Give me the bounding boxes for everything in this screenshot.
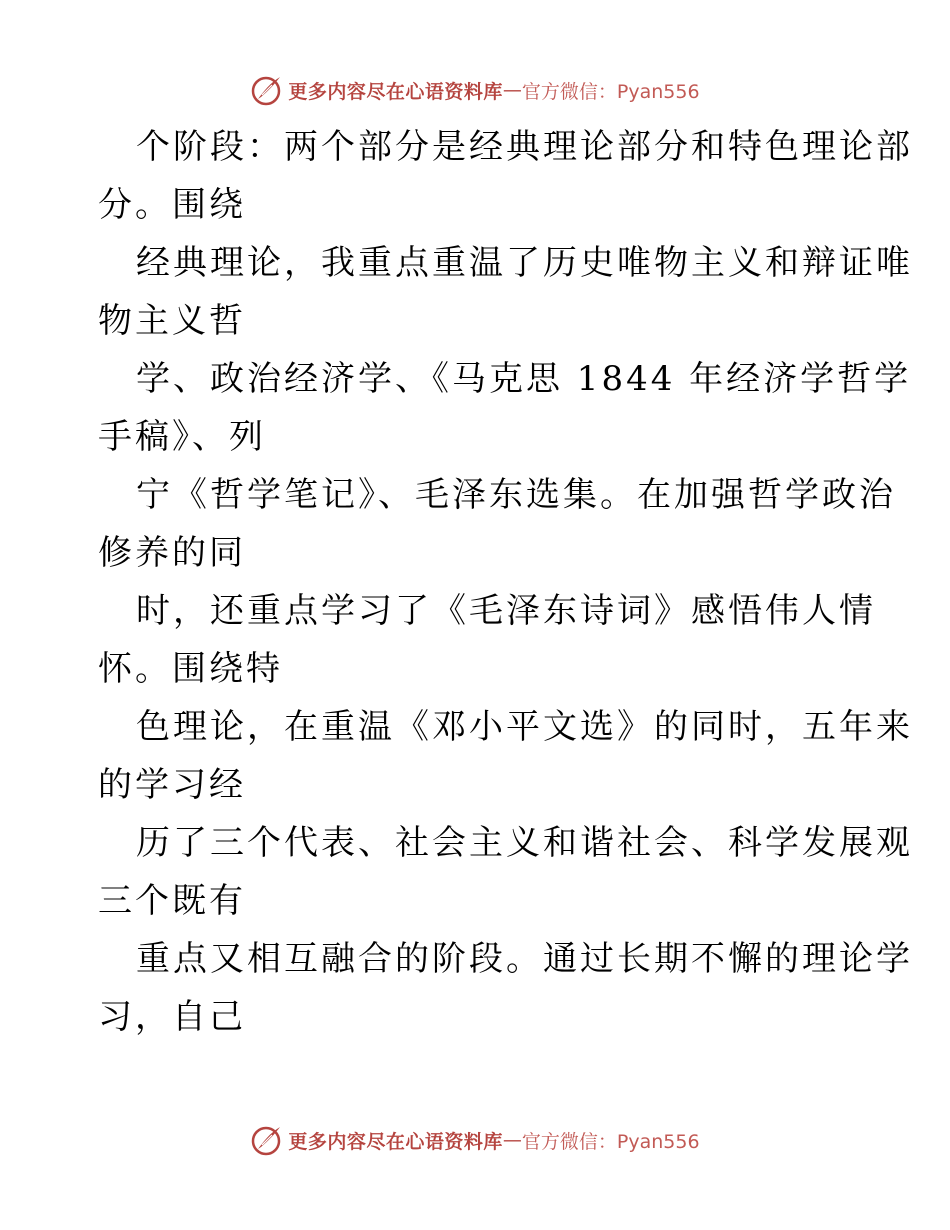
body-line: 怀。围绕特	[98, 649, 283, 689]
body-line: 色理论，在重温《邓小平文选》的同时，五年来	[136, 707, 913, 747]
body-line: 习，自己	[98, 997, 246, 1037]
footer-banner	[0, 1120, 950, 1160]
document-body	[98, 118, 913, 1046]
body-line: 三个既有	[98, 881, 246, 921]
body-line: 重点又相互融合的阶段。通过长期不懈的理论学	[136, 939, 913, 979]
footer-banner-text: 更多内容尽在心语资料库	[288, 1130, 503, 1153]
body-line: 个阶段：两个部分是经典理论部分和特色理论部	[136, 127, 913, 167]
body-line: 的学习经	[98, 765, 246, 805]
body-line: 经典理论，我重点重温了历史唯物主义和辩证唯	[136, 243, 913, 283]
body-line: 修养的同	[98, 533, 246, 573]
feather-pen-logo-icon	[250, 1123, 284, 1157]
body-line: 物主义哲	[98, 301, 246, 341]
header-banner	[0, 70, 950, 110]
body-line: 手稿》、列	[98, 417, 266, 457]
body-line: 学、政治经济学、《马克思 1844 年经济学哲学	[136, 359, 912, 399]
footer-banner-contact: 官方微信：Pyan556	[521, 1130, 700, 1153]
header-banner-text: 更多内容尽在心语资料库	[288, 80, 503, 103]
footer-banner-dash: —	[502, 1129, 522, 1151]
body-line: 分。围绕	[98, 185, 246, 225]
body-line: 历了三个代表、社会主义和谐社会、科学发展观	[136, 823, 913, 863]
header-banner-contact: 官方微信：Pyan556	[521, 80, 700, 103]
body-line: 时，还重点学习了《毛泽东诗词》感悟伟人情	[136, 591, 876, 631]
header-banner-dash: —	[502, 79, 522, 101]
body-line: 宁《哲学笔记》、毛泽东选集。在加强哲学政治	[136, 475, 896, 515]
feather-pen-logo-icon	[250, 73, 284, 107]
